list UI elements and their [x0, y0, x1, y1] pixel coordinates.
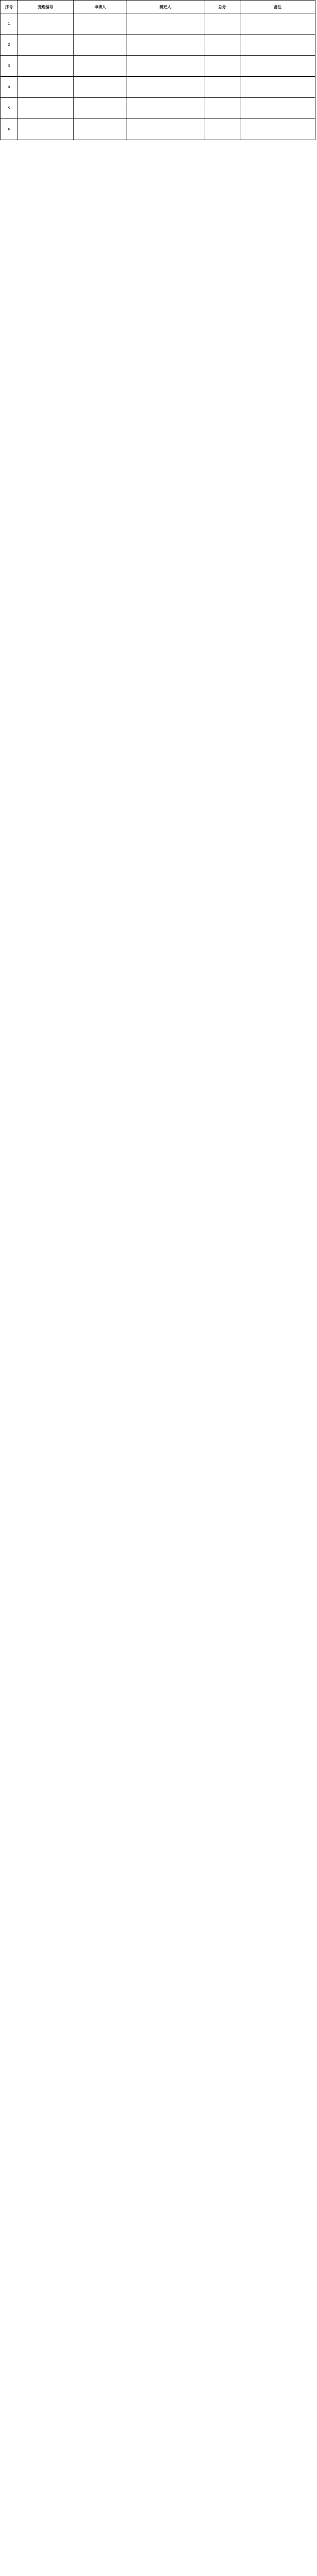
- header-serial: 序号: [1, 1, 18, 13]
- header-applicant: 申请人: [74, 1, 127, 13]
- accompanying-cell: [127, 35, 204, 56]
- remark-cell: [240, 56, 315, 77]
- accompanying-cell: [127, 56, 204, 77]
- applicant-cell: [74, 35, 127, 56]
- score-cell: [204, 56, 240, 77]
- applicant-cell: [74, 98, 127, 119]
- remark-cell: [240, 35, 315, 56]
- score-cell: [204, 35, 240, 56]
- accompanying-cell: [127, 119, 204, 140]
- row-serial-cell: 2: [1, 35, 18, 56]
- header-application-id: 受理编号: [18, 1, 74, 13]
- accompanying-cell: [127, 13, 204, 35]
- applicant-cell: [74, 56, 127, 77]
- applicant-cell: [74, 77, 127, 98]
- header-remark: 备注: [240, 1, 315, 13]
- applicant-cell: [74, 119, 127, 140]
- row-serial-cell: 1: [1, 13, 18, 35]
- ranking-table: [0, 0, 315, 140]
- score-cell: [204, 119, 240, 140]
- table-row: [1, 56, 315, 77]
- application-id-cell: [18, 56, 74, 77]
- table-row: [1, 13, 315, 35]
- row-serial-cell: 6: [1, 119, 18, 140]
- remark-cell: [240, 13, 315, 35]
- application-id-cell: [18, 77, 74, 98]
- table-row: [1, 77, 315, 98]
- header-score: 总分: [204, 1, 240, 13]
- application-id-cell: [18, 119, 74, 140]
- header-accompanying: 随迁人: [127, 1, 204, 13]
- score-cell: [204, 98, 240, 119]
- accompanying-cell: [127, 77, 204, 98]
- ranking-sheet: [0, 0, 315, 140]
- remark-cell: [240, 119, 315, 140]
- accompanying-cell: [127, 98, 204, 119]
- table-row: [1, 98, 315, 119]
- table-header-row: [1, 1, 315, 13]
- table-row: [1, 119, 315, 140]
- application-id-cell: [18, 35, 74, 56]
- table-row: [1, 35, 315, 56]
- application-id-cell: [18, 98, 74, 119]
- table-body: [1, 13, 315, 140]
- application-id-cell: [18, 13, 74, 35]
- row-serial-cell: 3: [1, 56, 18, 77]
- row-serial-cell: 5: [1, 98, 18, 119]
- score-cell: [204, 13, 240, 35]
- applicant-cell: [74, 13, 127, 35]
- score-cell: [204, 77, 240, 98]
- remark-cell: [240, 77, 315, 98]
- row-serial-cell: 4: [1, 77, 18, 98]
- remark-cell: [240, 98, 315, 119]
